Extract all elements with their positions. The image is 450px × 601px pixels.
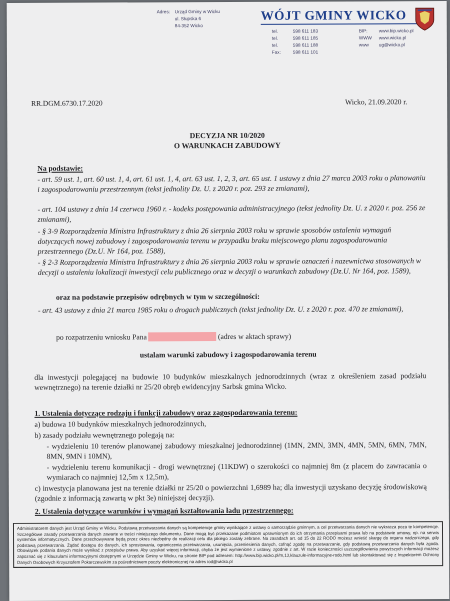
section-1-item: b) zasady podziału wewnętrznego polegają na: — [34, 430, 175, 440]
gdpr-footer: Administratorem danych jest Urząd Gminy w Wicku. Podstawą przetwarzania danych są kompetencje gminy wynikające z ustawy o samorządzie gminnym, a cel przetwarzania danych nie wykracza poza te kompetencje. Szczegółowe zasady przetwarzania danych zawarte w treści niniejszego dokumentu. Dane mogą być przekazane podmiotom uprawnionym do ich otrzymania przepisami prawa lub na podstawie umowy, np. na serwis systemów informatycznych. Dane przechowywane będą przez okres niezbędny do realizacji celu dla jakiego zostały zebrane. Na zasadach art. od 15 do 22 RODO możesz wnieść skargę do organu nadzorczego, gdy podstawą przetwarzania. Żądać dostępu do danych, ich sprostowania, ograniczenia przetwarzania, usunięcia, przeniesienia danych, cofnąć zgodę na przetwarzanie, gdy podstawą przetwarzania danych była zgoda. Obowiązek podania danych może wynikać z przepisów prawa. Aby uzyskać więcej informacji, chyba że jest wymienione z ustawy, zgodnie z art. W razie konieczności uszczegółowienia powyższych informacji możesz zapoznać się z klauzulami informacyjnymi dostępnymi w Urzędzie Gminy w Wicku, na stronie BIP pod adresem: http://www.bip.wicko.pl/m,13,klauzule-informacyjne-rodo.html lub skontaktować się z Inspektorem Ochrony Danych Osobowych Krzysztofem Pokarczewskim za pośrednictwem poczty elektronicznej na adres iod@wicko.pl — [13, 521, 443, 568]
section-1-item: a) budowa 10 budynków mieszkalnych jednorodzinnych, — [34, 419, 207, 429]
separate-basis-heading: oraz na podstawie przepisów odrębnych w tym w szczególności: — [55, 291, 260, 302]
basis-item: - art. 59 ust. 1, art. 60 ust. 1, 4, art. 61 ust. 1, 4, art. 63 ust. 1, 2, 3, art. 65 ust. 1 ustawy z dnia 27 marca 2003 roku o planowaniu i zagospodarowaniu przestrzennym (tekst jednolity Dz. U. z 2020 r. poz. 293 ze zmianami), — [37, 173, 426, 194]
document-page — [7, 1, 450, 601]
basis-item: - § 3-9 Rozporządzenia Ministra Infrastruktury z dnia 26 sierpnia 2003 roku w sprawie sposobów ustalenia wymagań dotyczących nowej zabudowy i zagospodarowania terenu w przypadku braku miejscowego planu zagospodarowania przestrzennego (Dz.U. Nr 164, poz. 1588), — [37, 225, 392, 256]
contact-label: tel. — [271, 42, 279, 48]
investment-description: dla inwestycji polegającej na budowie 10 budynków mieszkalnych jednorodzinnych (wraz z określeniem zasad podziału wewnętrznego) na terenie działki nr 25/20 obręb ewidencyjny Sarbsk gmina Wicko. — [34, 371, 427, 392]
web-label: BIP: — [358, 28, 368, 34]
basis-heading: Na podstawie: — [37, 163, 84, 173]
web-value: ug@wicko.pl — [378, 42, 406, 48]
section-2-title: 2. Ustalenia dotyczące warunków i wymagań kształtowania ładu przestrzennego: — [34, 505, 294, 516]
web-value: www.bip.wicko.pl — [378, 28, 414, 34]
separate-basis-item: - art. 43 ustawy z dnia 21 marca 1985 roku o drogach publicznych (tekst jednolity Dz. U. z 2020 r. poz. 470 ze zmianami), — [38, 304, 404, 315]
letterhead-rule — [261, 23, 431, 25]
section-1-subitem: - wydzieleniu 10 terenów planowanej zabudowy mieszkalnej jednorodzinnej (1MN, 2MN, 3MN, 4MN, 5MN, 6MN, 7MN, 8MN, 9MN i 10MN), — [46, 440, 427, 461]
address-line: Urząd Gminy w Wicku — [174, 9, 220, 15]
contact-value: 598 611 188 — [292, 42, 319, 48]
web-label: WWW — [358, 35, 372, 41]
address-line: 84-352 Wicko — [174, 23, 203, 29]
contact-label: Fax: — [271, 49, 281, 55]
address-line: ul. Słupska 6 — [174, 16, 202, 22]
request-prefix: po rozpatrzeniu wniosku Pana — [56, 332, 147, 342]
basis-item: - § 2-3 Rozporządzenia Ministra Infrastruktury z dnia 26 sierpnia 2003 roku w sprawie oznaczeń i nazewnictwa stosowanych w decyzji o ustaleniu lokalizacji inwestycji celu publicznego oraz w decyzji o warunkach zabudowy (Dz.U. Nr 164, poz. 1589), — [37, 256, 421, 277]
case-reference: RR.DGM.6730.17.2020 — [31, 98, 103, 108]
request-suffix: (adres w aktach sprawy) — [217, 331, 292, 342]
contact-label: tel. — [271, 35, 279, 41]
letterhead-brand: WÓJT GMINY WICKO — [260, 7, 407, 23]
contact-value: 598 611 185 — [292, 35, 319, 41]
section-1-subitem: - wydzieleniu terenu komunikacji - drogi wewnętrznej (11KDW) o szerokości co najmniej 8m (z placem do zawracania o wymiarach co najmniej 12,5m x 12,5m), — [46, 461, 427, 482]
section-1-title: 1. Ustalenia dotyczące rodzaju i funkcji zabudowy oraz zagospodarowania terenu: — [34, 407, 298, 418]
decision-title: DECYZJA NR 10/2020 — [189, 130, 265, 141]
coat-of-arms-icon — [415, 7, 435, 31]
contact-value: 598 611 183 — [292, 28, 319, 34]
section-1-item: c) inwestycja planowana jest na terenie działki nr 25/20 o powierzchni 1,6989 ha; dla inwestycji uzyskano decyzję środowiskową (zgodnie z informacją zawartą w pkt 3e) niniejszej decyzji). — [34, 482, 427, 503]
web-label: www — [358, 42, 369, 48]
decision-statement: ustalam warunki zabudowy i zagospodarowania terenu — [139, 349, 317, 360]
web-value: www.wicko.pl — [378, 35, 407, 41]
place-date: Wicko, 21.09.2020 r. — [345, 97, 408, 107]
contact-label: tel. — [271, 28, 278, 34]
address-label: Adres: — [156, 9, 171, 15]
basis-item: - art. 104 ustawy z dnia 14 czerwca 1960 r. - kodeks postępowania administracyjnego (tekst jednolity Dz. U. z 2020 r. poz. 256 ze zmianami), — [37, 203, 426, 224]
decision-subtitle: O WARUNKACH ZABUDOWY — [173, 140, 281, 151]
request-line — [56, 332, 291, 343]
redacted-name — [149, 332, 217, 341]
contact-value: 598 611 101 — [292, 49, 319, 55]
